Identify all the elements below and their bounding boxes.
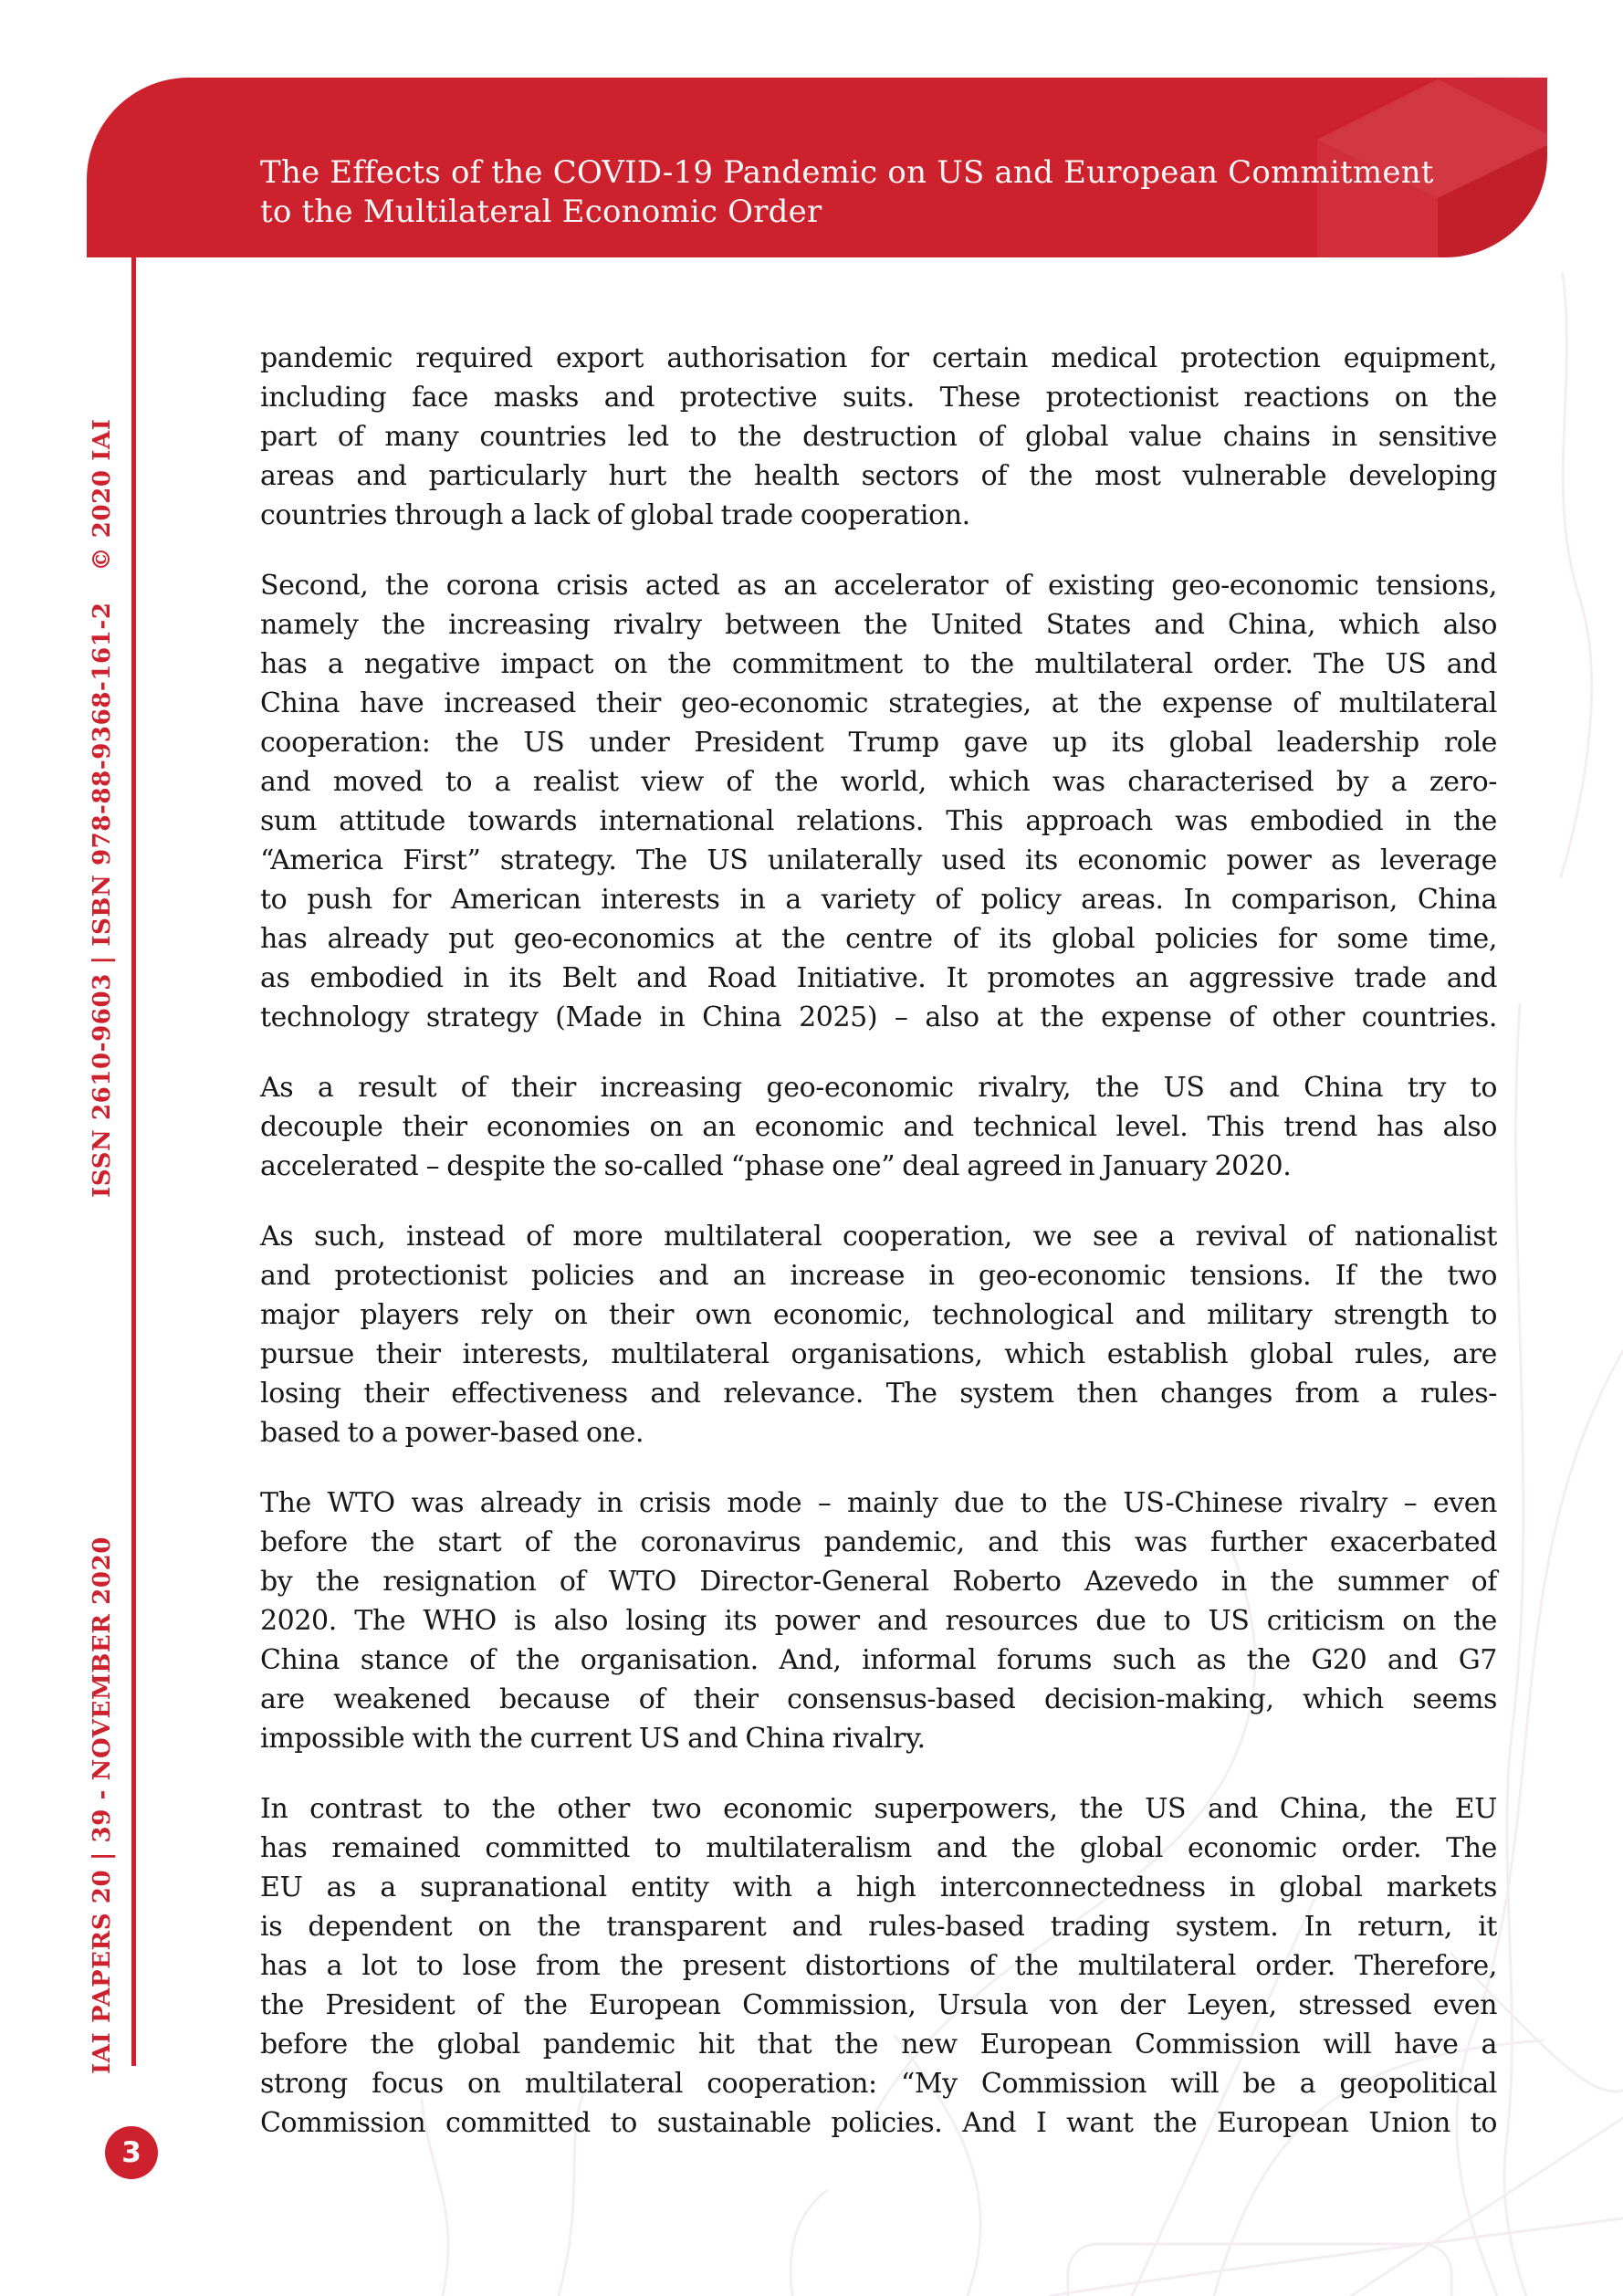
text-line: to push for American interests in a variety of policy areas. In comparison, China [260,884,1497,916]
text-line: cooperation: the US under President Trump gave up its global leadership role [260,727,1497,759]
paragraph [260,1483,1497,1758]
text-line: pursue their interests, multilateral organisations, which establish global rules, are [260,1338,1497,1370]
page-title [260,153,1434,232]
text-line: In contrast to the other two economic superpowers, the US and China, the EU [260,1793,1497,1825]
text-line: strong focus on multilateral cooperation: “My Commission will be a geopolitical [260,2068,1497,2100]
body-text [260,339,1497,2174]
text-line: As a result of their increasing geo-economic rivalry, the US and China try to [260,1072,1497,1104]
text-line: based to a power-based one. [260,1417,644,1449]
vertical-rule [131,257,136,2066]
text-line: As such, instead of more multilateral cooperation, we see a revival of nationalist [260,1221,1497,1253]
page-title-line1: The Effects of the COVID-19 Pandemic on US and European Commitment [260,154,1434,191]
page-number-badge [105,2126,158,2179]
text-line: China stance of the organisation. And, informal forums such as the G20 and G7 [260,1644,1497,1676]
page-number: 3 [121,2136,141,2169]
paragraph [260,1068,1497,1186]
text-line: has a negative impact on the commitment to the multilateral order. The US and [260,648,1497,680]
text-line: The WTO was already in crisis mode – mainly due to the US-Chinese rivalry – even [260,1487,1497,1519]
text-line: decouple their economies on an economic and technical level. This trend has also [260,1111,1497,1143]
text-line: Commission committed to sustainable policies. And I want the European Union to [260,2107,1497,2139]
paragraph [260,1217,1497,1452]
paragraph [260,339,1497,535]
text-line: and moved to a realist view of the world, which was characterised by a zero- [260,766,1497,798]
text-line: namely the increasing rivalry between the United States and China, which also [260,609,1497,641]
text-line: accelerated – despite the so-called “phase one” deal agreed in January 2020. [260,1150,1292,1182]
text-line: has a lot to lose from the present distortions of the multilateral order. Therefore, [260,1950,1497,1982]
text-line: and protectionist policies and an increase in geo-economic tensions. If the two [260,1260,1497,1292]
text-line: 2020. The WHO is also losing its power and resources due to US criticism on the [260,1605,1497,1637]
text-line: the President of the European Commission, Ursula von der Leyen, stressed even [260,1989,1497,2021]
text-line: “America First” strategy. The US unilaterally used its economic power as leverage [260,844,1497,876]
text-line: pandemic required export authorisation for certain medical protection equipment, [260,342,1497,374]
text-line: Second, the corona crisis acted as an accelerator of existing geo-economic tensions, [260,570,1497,602]
paragraph [260,1789,1497,2143]
text-line: part of many countries led to the destruction of global value chains in sensitive [260,421,1497,453]
text-line: areas and particularly hurt the health sectors of the most vulnerable developing [260,460,1497,492]
page-title-line2: to the Multilateral Economic Order [260,194,822,230]
text-line: countries through a lack of global trade cooperation. [260,499,970,531]
text-line: before the start of the coronavirus pandemic, and this was further exacerbated [260,1526,1497,1558]
text-line: by the resignation of WTO Director-General Roberto Azevedo in the summer of [260,1566,1497,1598]
text-line: is dependent on the transparent and rules-based trading system. In return, it [260,1911,1497,1943]
text-line: are weakened because of their consensus-based decision-making, which seems [260,1683,1497,1715]
text-line: has already put geo-economics at the centre of its global policies for some time, [260,923,1497,955]
text-line: technology strategy (Made in China 2025) – also at the expense of other countries. [260,1001,1497,1033]
text-line: major players rely on their own economic, technological and military strength to [260,1299,1497,1331]
text-line: losing their effectiveness and relevance. The system then changes from a rules- [260,1378,1497,1410]
text-line: EU as a supranational entity with a high interconnectedness in global markets [260,1871,1497,1903]
text-line: before the global pandemic hit that the new European Commission will have a [260,2029,1497,2060]
text-line: sum attitude towards international relations. This approach was embodied in the [260,805,1497,837]
text-line: has remained committed to multilateralism and the global economic order. The [260,1832,1497,1864]
text-line: China have increased their geo-economic strategies, at the expense of multilateral [260,687,1497,719]
paragraph [260,566,1497,1037]
text-line: as embodied in its Belt and Road Initiative. It promotes an aggressive trade and [260,962,1497,994]
text-line: impossible with the current US and China rivalry. [260,1723,926,1755]
text-line: including face masks and protective suits. These protectionist reactions on the [260,382,1497,414]
